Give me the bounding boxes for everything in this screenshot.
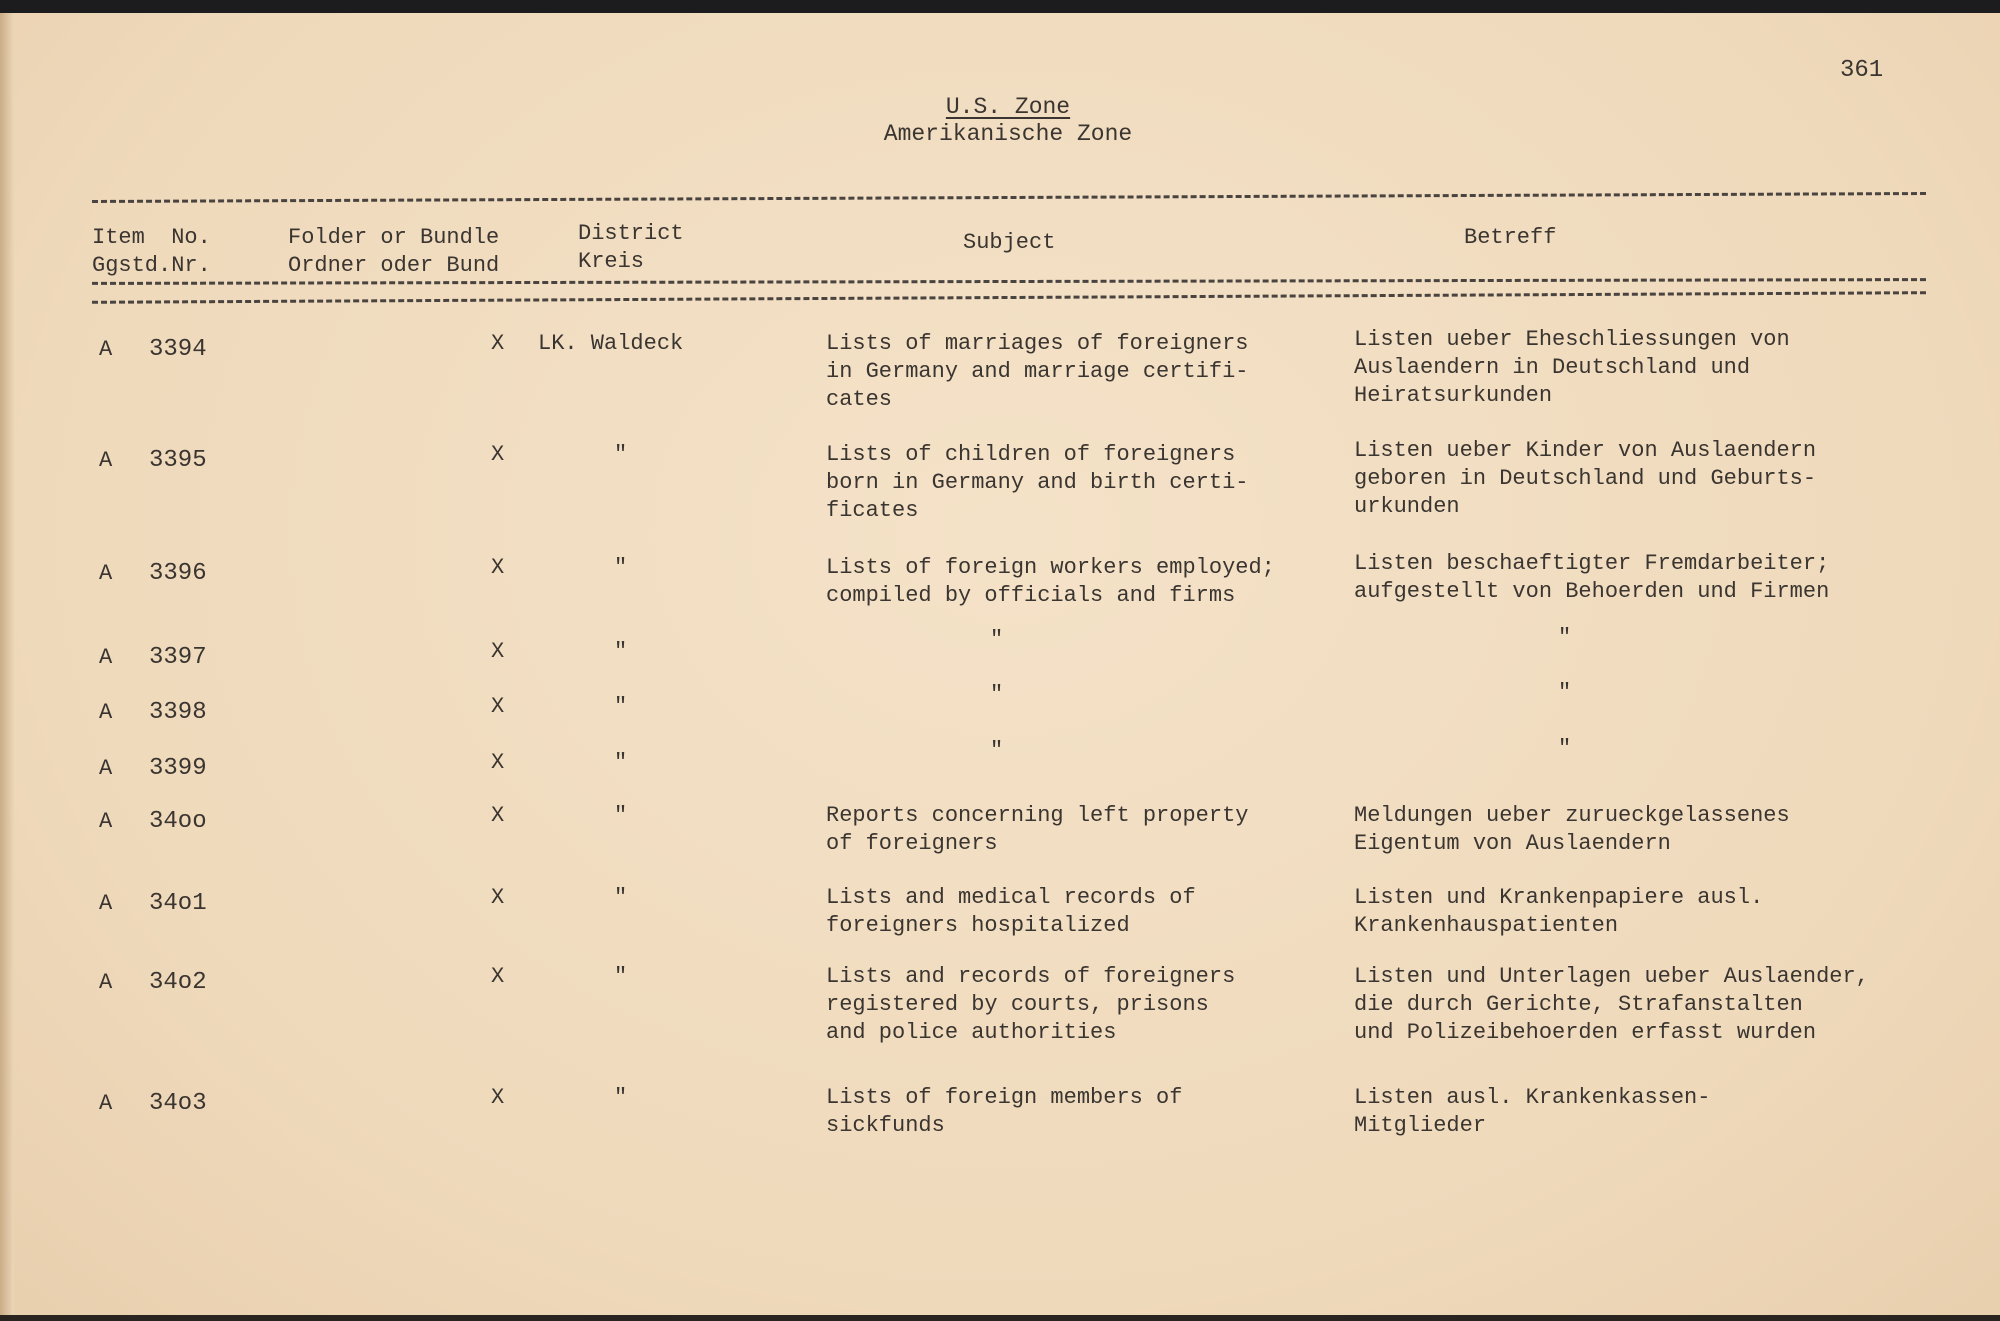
subject: "	[990, 627, 1004, 652]
betreff: "	[1558, 680, 1572, 705]
subject: "	[990, 682, 1004, 707]
item-number: 34oo	[149, 808, 207, 835]
folder-mark: X	[491, 750, 505, 775]
header-item: Item No.	[92, 225, 211, 250]
item-prefix: A	[99, 756, 113, 781]
betreff: Meldungen ueber zurueckgelassenes Eigentum von Auslaendern	[1354, 803, 1790, 856]
subject: Lists of foreign members of sickfunds	[826, 1085, 1183, 1138]
subject: Lists and medical records of foreigners hospitalized	[826, 885, 1196, 938]
item-number: 3397	[149, 644, 207, 671]
item-prefix: A	[99, 891, 113, 916]
item-prefix: A	[99, 700, 113, 725]
district: "	[614, 442, 628, 467]
betreff: "	[1558, 625, 1572, 650]
betreff: Listen beschaeftigter Fremdarbeiter; aufgestellt von Behoerden und Firmen	[1354, 551, 1830, 604]
folder-mark: X	[491, 694, 505, 719]
betreff: Listen ueber Eheschliessungen von Auslaendern in Deutschland und Heiratsurkunden	[1354, 327, 1790, 408]
folder-mark: X	[491, 803, 505, 828]
item-number: 3399	[149, 755, 207, 782]
subject: Lists of children of foreigners born in Germany and birth certi- ficates	[826, 442, 1249, 523]
folder-mark: X	[491, 442, 505, 467]
scan-bottom-edge	[0, 1315, 2000, 1321]
book-gutter	[0, 13, 14, 1321]
header-subject: Subject	[963, 230, 1056, 255]
item-number: 3396	[149, 560, 207, 587]
district: "	[614, 555, 628, 580]
district: "	[614, 885, 628, 910]
header-district: District	[578, 221, 684, 246]
district: "	[614, 639, 628, 664]
item-number: 3395	[149, 447, 207, 474]
folder-mark: X	[491, 639, 505, 664]
betreff: "	[1558, 736, 1572, 761]
header-item-de: Ggstd.Nr.	[92, 253, 211, 278]
page-title: U.S. Zone	[945, 94, 1071, 120]
subject: Reports concerning left property of foreigners	[826, 803, 1249, 856]
subject: Lists of marriages of foreigners in Germany and marriage certifi- cates	[826, 331, 1249, 412]
district: "	[614, 803, 628, 828]
district: "	[614, 964, 628, 989]
item-prefix: A	[99, 970, 113, 995]
folder-mark: X	[491, 331, 505, 356]
district: "	[614, 1085, 628, 1110]
item-prefix: A	[99, 337, 113, 362]
betreff: Listen und Krankenpapiere ausl. Krankenhauspatienten	[1354, 885, 1764, 938]
subject: Lists of foreign workers employed; compiled by officials and firms	[826, 555, 1275, 608]
folder-mark: X	[491, 1085, 505, 1110]
item-number: 34o2	[149, 969, 207, 996]
item-number: 3394	[149, 336, 207, 363]
betreff: Listen ueber Kinder von Auslaendern geboren in Deutschland und Geburts- urkunden	[1354, 438, 1817, 519]
folder-mark: X	[491, 964, 505, 989]
item-prefix: A	[99, 448, 113, 473]
betreff: Listen und Unterlagen ueber Auslaender, die durch Gerichte, Strafanstalten und Polizeibehoerden erfasst wurden	[1354, 964, 1869, 1045]
item-number: 34o1	[149, 890, 207, 917]
page-subtitle: Amerikanische Zone	[883, 121, 1133, 147]
district: "	[614, 694, 628, 719]
item-number: 3398	[149, 699, 207, 726]
subject: Lists and records of foreigners registered by courts, prisons and police authorities	[826, 964, 1236, 1045]
item-prefix: A	[99, 561, 113, 586]
item-prefix: A	[99, 645, 113, 670]
folder-mark: X	[491, 555, 505, 580]
betreff: Listen ausl. Krankenkassen- Mitglieder	[1354, 1085, 1711, 1138]
subject: "	[990, 738, 1004, 763]
folder-mark: X	[491, 885, 505, 910]
header-betreff: Betreff	[1464, 225, 1557, 250]
scan-top-edge	[0, 0, 2000, 13]
header-folder: Folder or Bundle	[288, 225, 500, 250]
header-folder-de: Ordner oder Bund	[288, 253, 500, 278]
district: LK. Waldeck	[538, 331, 684, 356]
item-prefix: A	[99, 1091, 113, 1116]
header-district-de: Kreis	[578, 249, 645, 274]
item-number: 34o3	[149, 1090, 207, 1117]
page-number: 361	[1840, 57, 1884, 84]
district: "	[614, 750, 628, 775]
item-prefix: A	[99, 809, 113, 834]
